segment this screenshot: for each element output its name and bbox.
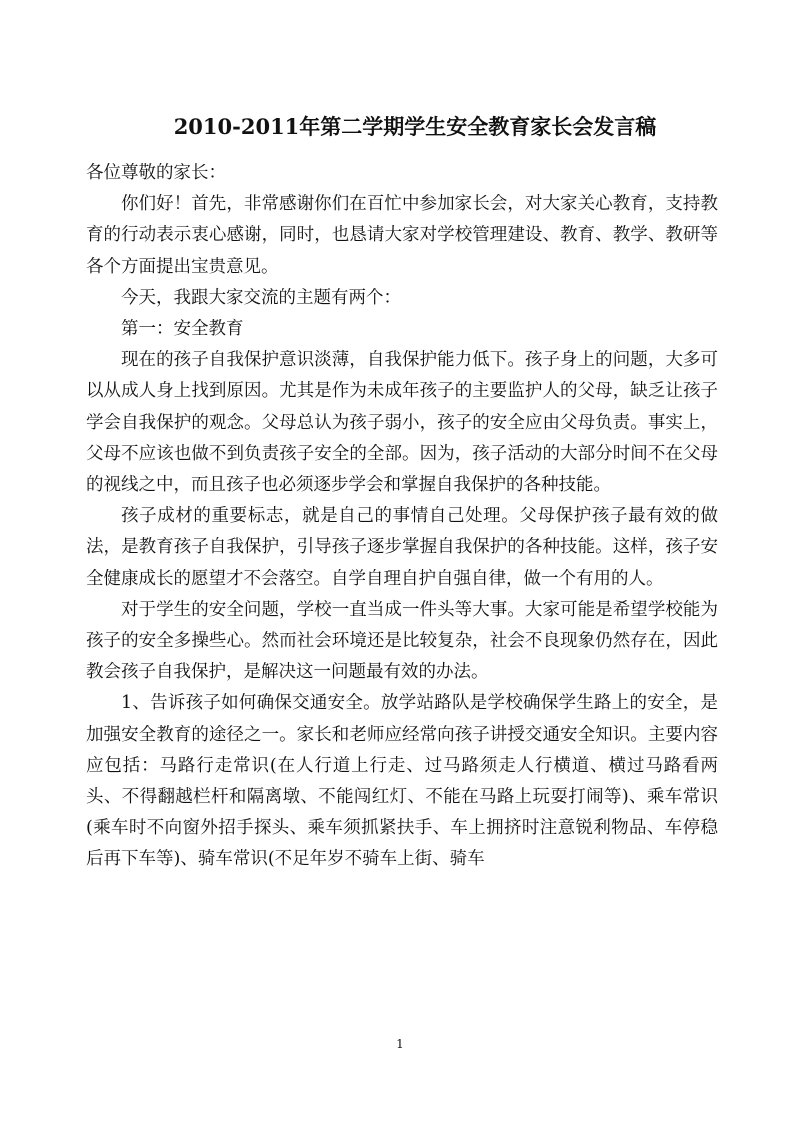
- paragraph-traffic-safety: 1、告诉孩子如何确保交通安全。放学站路队是学校确保学生路上的安全，是加强安全教育的途径之一。家长和老师应经常向孩子讲授交通安全知识。主要内容应包括：马路行走常识(在人行道上行走、过马路须走人行横道、横过马路看两头、不得翻越栏杆和隔离墩、不能闯红灯、不能在马路上玩耍打闹等)、乘车常识(乘车时不向窗外招手探头、乘车须抓紧扶手、车上拥挤时注意锐利物品、车停稳后再下车等)、骑车常识(不足年岁不骑车上街、骑车: [86, 693, 718, 870]
- paragraph-greeting: 你们好！首先，非常感谢你们在百忙中参加家长会，对大家关心教育，支持教育的行动表示衷心感谢，同时，也恳请大家对学校管理建设、教育、教学、教研等各个方面提出宝贵意见。: [86, 194, 718, 277]
- page-number: 1: [396, 1037, 404, 1051]
- section-heading-safety: 第一：安全教育: [121, 319, 244, 340]
- document-body: [86, 158, 718, 876]
- paragraph-self-protection: 现在的孩子自我保护意识淡薄，自我保护能力低下。孩子身上的问题，大多可以从成人身上找到原因。尤其是作为未成年孩子的主要监护人的父母，缺乏让孩子学会自我保护的观念。父母总认为孩子弱小，孩子的安全应由父母负责。事实上，父母不应该也做不到负责孩子安全的全部。因为，孩子活动的大部分时间不在父母的视线之中，而且孩子也必须逐步学会和掌握自我保护的各种技能。: [86, 350, 718, 496]
- salutation: 各位尊敬的家长：: [86, 163, 226, 183]
- paragraph-topics-intro: 今天，我跟大家交流的主题有两个：: [121, 287, 401, 308]
- paragraph-school-safety: 对于学生的安全问题，学校一直当成一件头等大事。大家可能是希望学校能为孩子的安全多操些心。然而社会环境还是比较复杂，社会不良现象仍然存在，因此教会孩子自我保护，是解决这一问题最有效的办法。: [86, 599, 718, 683]
- document-title: 2010-2011年第二学期学生安全教育家长会发言稿: [173, 114, 657, 139]
- paragraph-growth: 孩子成材的重要标志，就是自己的事情自己处理。父母保护孩子最有效的做法，是教育孩子自我保护，引导孩子逐步掌握自我保护的各种技能。这样，孩子安全健康成长的愿望才不会落空。自学自理自护自强自律，做一个有用的人。: [86, 506, 718, 589]
